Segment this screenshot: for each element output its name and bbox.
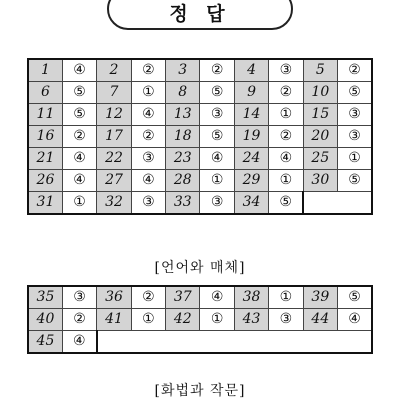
answer-choice: ④ (62, 331, 96, 354)
answer-choice: ③ (338, 126, 372, 148)
answer-choice: ② (269, 126, 303, 148)
question-number: 42 (166, 309, 200, 331)
section-label-language-media: [언어와 매체] (154, 260, 246, 276)
answer-choice: ⑤ (338, 170, 372, 192)
answer-choice: ① (200, 309, 234, 331)
answer-choice: ② (62, 126, 96, 148)
answer-row (28, 192, 372, 215)
answer-choice: ③ (131, 192, 165, 215)
answer-choice: ② (269, 82, 303, 104)
question-number: 37 (166, 286, 200, 309)
answer-choice: ④ (131, 170, 165, 192)
answer-choice: ② (131, 59, 165, 82)
question-number: 2 (97, 59, 131, 82)
answer-choice: ④ (338, 309, 372, 331)
question-number: 1 (28, 59, 62, 82)
question-number: 4 (234, 59, 268, 82)
question-number: 30 (303, 170, 337, 192)
answer-choice: ① (62, 192, 96, 215)
question-number: 17 (97, 126, 131, 148)
question-number: 41 (97, 309, 131, 331)
answer-choice: ⑤ (200, 126, 234, 148)
empty-cell (97, 331, 372, 354)
answer-title: 정 답 (107, 0, 293, 30)
answer-choice: ② (338, 59, 372, 82)
answer-table-language-media (27, 285, 373, 354)
question-number: 39 (303, 286, 337, 309)
answer-choice: ④ (131, 104, 165, 126)
answer-row (28, 286, 372, 309)
answer-row (28, 331, 372, 354)
question-number: 26 (28, 170, 62, 192)
question-number: 25 (303, 148, 337, 170)
answer-choice: ④ (200, 148, 234, 170)
answer-choice: ⑤ (269, 192, 303, 215)
answer-choice: ② (62, 309, 96, 331)
question-number: 20 (303, 126, 337, 148)
answer-choice: ④ (200, 286, 234, 309)
answer-choice: ③ (200, 104, 234, 126)
answer-row (28, 148, 372, 170)
question-number: 10 (303, 82, 337, 104)
question-number: 33 (166, 192, 200, 215)
answer-choice: ② (131, 286, 165, 309)
question-number: 19 (234, 126, 268, 148)
answer-choice: ① (338, 148, 372, 170)
answer-choice: ③ (269, 309, 303, 331)
question-number: 31 (28, 192, 62, 215)
question-number: 36 (97, 286, 131, 309)
answer-choice: ④ (62, 148, 96, 170)
answer-choice: ⑤ (338, 82, 372, 104)
question-number: 43 (234, 309, 268, 331)
question-number: 34 (234, 192, 268, 215)
question-number: 15 (303, 104, 337, 126)
answer-choice: ① (131, 309, 165, 331)
question-number: 16 (28, 126, 62, 148)
answer-table-common (27, 58, 373, 215)
question-number: 11 (28, 104, 62, 126)
section-label-speech-writing: [화법과 작문] (154, 383, 246, 399)
answer-row (28, 170, 372, 192)
question-number: 6 (28, 82, 62, 104)
empty-cell (303, 192, 372, 215)
answer-choice: ① (269, 170, 303, 192)
question-number: 44 (303, 309, 337, 331)
answer-row (28, 59, 372, 82)
answer-row (28, 82, 372, 104)
answer-choice: ④ (62, 170, 96, 192)
question-number: 21 (28, 148, 62, 170)
answer-choice: ⑤ (200, 82, 234, 104)
answer-choice: ⑤ (62, 104, 96, 126)
answer-choice: ⑤ (338, 286, 372, 309)
question-number: 28 (166, 170, 200, 192)
answer-choice: ④ (269, 148, 303, 170)
answer-choice: ① (200, 170, 234, 192)
answer-choice: ③ (62, 286, 96, 309)
question-number: 45 (28, 331, 62, 354)
question-number: 27 (97, 170, 131, 192)
question-number: 24 (234, 148, 268, 170)
answer-choice: ④ (62, 59, 96, 82)
question-number: 18 (166, 126, 200, 148)
question-number: 23 (166, 148, 200, 170)
answer-choice: ② (131, 126, 165, 148)
answer-row (28, 309, 372, 331)
question-number: 13 (166, 104, 200, 126)
question-number: 12 (97, 104, 131, 126)
question-number: 22 (97, 148, 131, 170)
answer-choice: ③ (338, 104, 372, 126)
answer-choice: ③ (269, 59, 303, 82)
answer-choice: ① (269, 286, 303, 309)
question-number: 38 (234, 286, 268, 309)
question-number: 7 (97, 82, 131, 104)
question-number: 40 (28, 309, 62, 331)
answer-choice: ① (269, 104, 303, 126)
answer-row (28, 104, 372, 126)
question-number: 8 (166, 82, 200, 104)
question-number: 5 (303, 59, 337, 82)
question-number: 9 (234, 82, 268, 104)
question-number: 3 (166, 59, 200, 82)
answer-choice: ③ (131, 148, 165, 170)
question-number: 32 (97, 192, 131, 215)
question-number: 14 (234, 104, 268, 126)
answer-choice: ② (200, 59, 234, 82)
question-number: 35 (28, 286, 62, 309)
question-number: 29 (234, 170, 268, 192)
answer-choice: ① (131, 82, 165, 104)
answer-choice: ③ (200, 192, 234, 215)
answer-row (28, 126, 372, 148)
answer-choice: ⑤ (62, 82, 96, 104)
